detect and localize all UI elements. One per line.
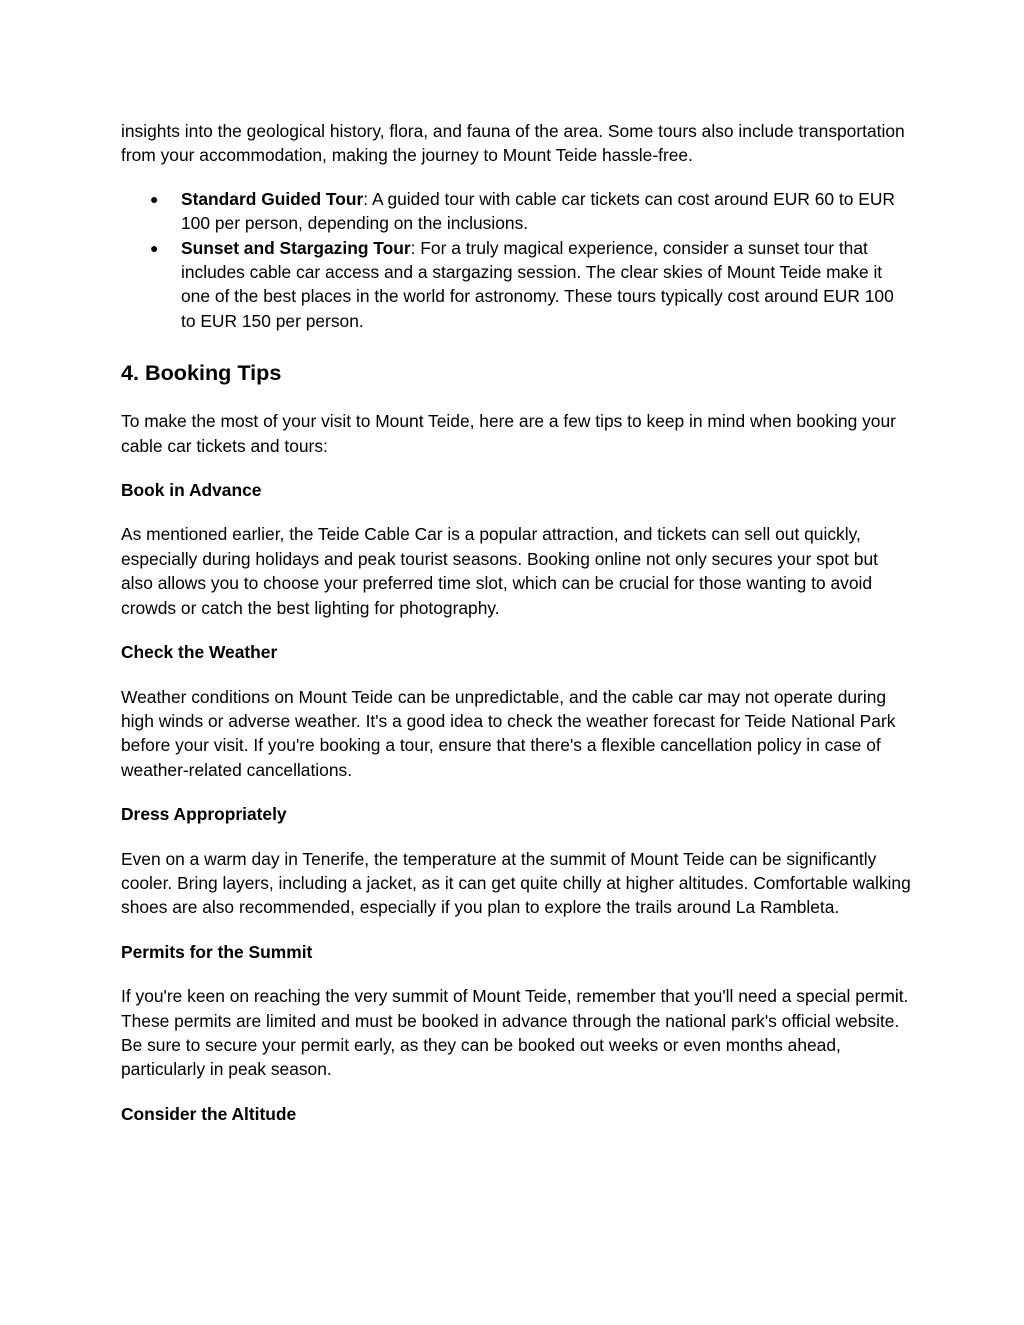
bullet-text: : A guided tour with cable car tickets can cost around EUR 60 to EUR 100 per person, depending on the inclusions. [181,188,895,234]
bullet-text: : For a truly magical experience, consider a sunset tour that includes cable car access and a stargazing session. The clear skies of Mount Teide make it one of the best places in the world for astronomy. These tours typically cost around EUR 100 to EUR 150 per person. [181,237,894,331]
tip-heading-permits: Permits for the Summit [121,941,313,962]
tip-heading-book-in-advance: Book in Advance [121,480,262,501]
bullet-label: Sunset and Stargazing Tour [181,237,411,258]
section-intro-paragraph: To make the most of your visit to Mount Teide, here are a few tips to keep in mind when booking your cable car tickets and tours: [121,411,896,456]
bullet-icon: ● [150,190,159,207]
document-page [121,119,911,1126]
list-item [121,236,911,334]
tip-paragraph-check-weather: Weather conditions on Mount Teide can be unpredictable, and the cable car may not operate during high winds or adverse weather. It's a good idea to check the weather forecast for Teide National Park before your visit. If you're booking a tour, ensure that there's a flexible cancellation policy in case of weather-related cancellations. [121,686,896,780]
tip-paragraph-dress-appropriately: Even on a warm day in Tenerife, the temperature at the summit of Mount Teide can be significantly cooler. Bring layers, including a jacket, as it can get quite chilly at higher altitudes. Comfortable walking shoes are also recommended, especially if you plan to explore the trails around La Rambleta. [121,848,911,918]
list-item [121,187,911,236]
tip-heading-check-weather: Check the Weather [121,642,278,663]
tip-paragraph-permits: If you're keen on reaching the very summit of Mount Teide, remember that you'll need a special permit. These permits are limited and must be booked in advance through the national park's official website. Be sure to secure your permit early, as they can be booked out weeks or even months ahead, particularly in peak season. [121,986,909,1080]
tour-price-list [121,187,911,333]
intro-paragraph: insights into the geological history, flora, and fauna of the area. Some tours also include transportation from your accommodation, making the journey to Mount Teide hassle-free. [121,121,905,166]
tip-heading-dress-appropriately: Dress Appropriately [121,804,287,825]
section-heading: 4. Booking Tips [121,360,282,386]
tip-heading-altitude: Consider the Altitude [121,1103,297,1124]
bullet-icon: ● [150,239,159,256]
tip-paragraph-book-in-advance: As mentioned earlier, the Teide Cable Car is a popular attraction, and tickets can sell out quickly, especially during holidays and peak tourist seasons. Booking online not only secures your spot but also allows you to choose your preferred time slot, which can be crucial for those wanting to avoid crowds or catch the best lighting for photography. [121,524,878,618]
bullet-label: Standard Guided Tour [181,188,364,209]
